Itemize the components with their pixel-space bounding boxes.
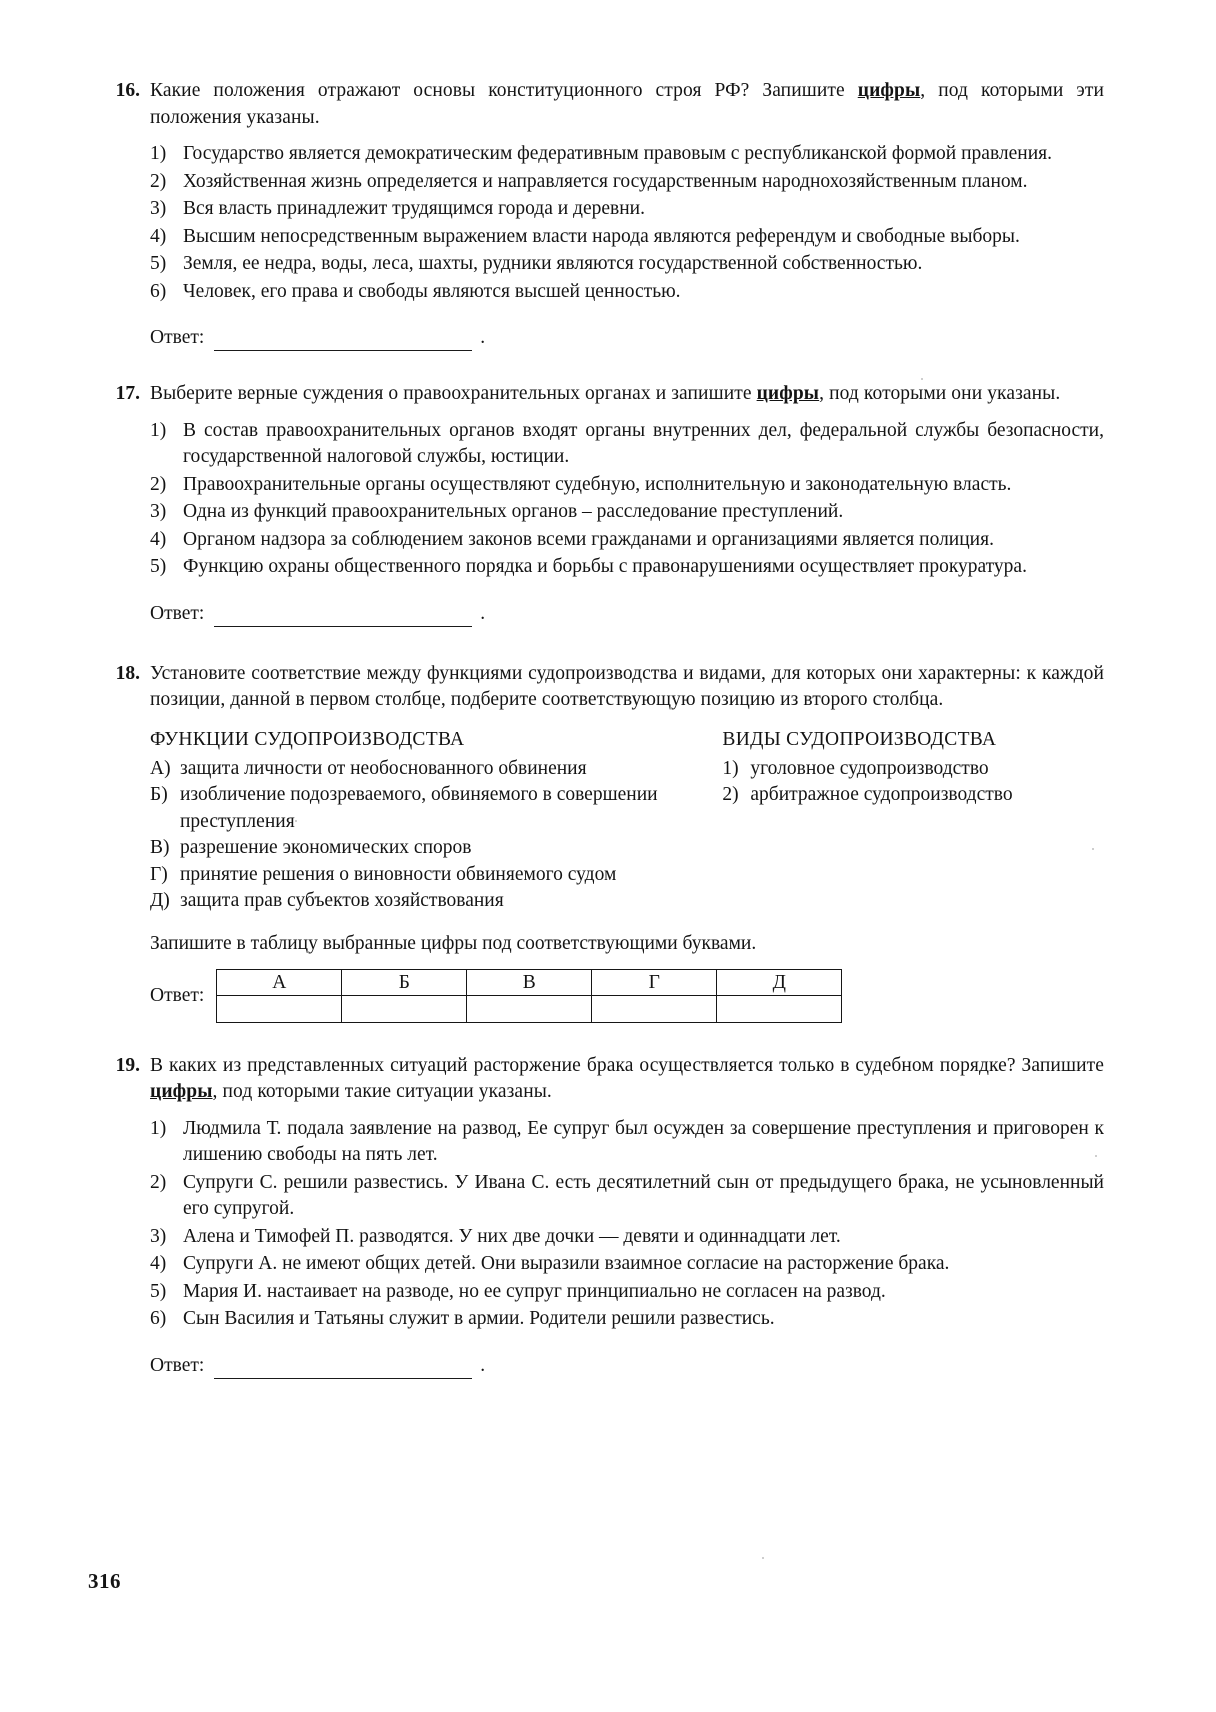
task-16-stem-emphasis: цифры <box>857 80 921 101</box>
list-item <box>150 1224 1104 1251</box>
answer-input[interactable] <box>214 1358 472 1379</box>
list-item <box>150 1306 1104 1333</box>
option-marker: 4) <box>150 225 167 247</box>
list-item <box>150 527 1104 554</box>
option-marker: 6) <box>150 280 167 302</box>
list-item <box>150 1251 1104 1278</box>
item-marker: Б) <box>150 784 168 805</box>
task-18-right-column <box>722 726 1104 915</box>
list-item <box>150 756 722 783</box>
option-text: Правоохранительные органы осуществляют судебную, исполнительную и законодательную власть. <box>183 473 1012 495</box>
option-text: Алена и Тимофей П. разводятся. У них две дочки — девяти и одиннадцати лет. <box>183 1225 841 1247</box>
answer-cell[interactable] <box>592 995 717 1022</box>
table-row <box>217 969 842 995</box>
task-19-stem-part-1: В каких из представленных ситуаций расторжение брака осуществляется только в судебном порядке? Запишите <box>150 1054 1104 1076</box>
list-item <box>150 1279 1104 1306</box>
task-18-columns <box>150 726 1104 915</box>
option-text: Людмила Т. подала заявление на развод, Ее супруг был осужден за совершение преступления и приговорен к лишению свободы на пять лет. <box>183 1117 1104 1165</box>
list-item <box>150 888 722 915</box>
list-item <box>150 1170 1104 1223</box>
option-marker: 5) <box>150 253 167 274</box>
item-text: разрешение экономических споров <box>180 837 472 858</box>
option-marker: 3) <box>150 198 167 219</box>
scan-speck <box>921 378 923 380</box>
task-17-options <box>150 418 1104 581</box>
task-18-note: Запишите в таблицу выбранные цифры под соответствующими буквами. <box>150 932 757 954</box>
task-17-stem-emphasis: цифры <box>756 383 820 404</box>
option-text: Государство является демократическим федеративным правовым с республиканской формой правления. <box>183 143 1052 164</box>
item-text: арбитражное судопроизводство <box>750 784 1013 805</box>
option-marker: 6) <box>150 1308 167 1329</box>
task-19 <box>88 1053 1104 1379</box>
option-marker: 3) <box>150 501 167 522</box>
answer-table <box>216 969 842 1023</box>
option-marker: 1) <box>150 419 167 441</box>
task-19-answer-row <box>150 1353 1104 1379</box>
task-16-answer-row <box>150 325 1104 351</box>
option-text: Земля, ее недра, воды, леса, шахты, рудники являются государственной собственностью. <box>183 253 923 274</box>
task-17-stem-part-3: , под которыми они указаны. <box>819 383 1061 404</box>
answer-cell[interactable] <box>342 995 467 1022</box>
table-header-cell: В <box>467 969 592 995</box>
option-marker: 3) <box>150 1225 167 1247</box>
task-16-stem <box>150 78 1104 131</box>
answer-label: Ответ: <box>150 1354 205 1376</box>
option-marker: 2) <box>150 1171 167 1193</box>
task-19-stem-part-3: , под которыми такие ситуации указаны. <box>212 1081 552 1102</box>
task-19-stem <box>150 1053 1104 1106</box>
list-item <box>150 279 1104 306</box>
task-17-stem <box>150 381 1104 408</box>
list-item <box>150 782 722 835</box>
table-header-cell: Д <box>717 969 842 995</box>
table-header-cell: А <box>217 969 342 995</box>
item-text: защита личности от необоснованного обвинения <box>180 757 587 779</box>
item-marker: 2) <box>722 784 739 805</box>
option-text: Человек, его права и свободы являются высшей ценностью. <box>183 280 681 302</box>
page-number: 316 <box>88 1569 121 1593</box>
item-marker: Д) <box>150 890 170 911</box>
task-16-number: 16. <box>115 80 140 101</box>
item-marker: А) <box>150 757 171 779</box>
option-marker: 1) <box>150 1117 167 1139</box>
task-16-options <box>150 141 1104 305</box>
task-18-left-items <box>150 756 722 915</box>
option-text: Супруги А. не имеют общих детей. Они выразили взаимное согласие на расторжение брака. <box>183 1253 950 1274</box>
option-text: Функцию охраны общественного порядка и борьбы с правонарушениями осуществляет прокуратура. <box>183 556 1027 577</box>
task-17-stem-part-1: Выберите верные суждения о правоохранительных органах и запишите <box>150 383 757 404</box>
task-18-right-heading: ВИДЫ СУДОПРОИЗВОДСТВА <box>722 728 997 750</box>
task-18-stem: Установите соответствие между функциями судопроизводства и видами, для которых они характерны: к каждой позиции, данной в первом столбце, подберите соответствующую позицию из второго столбца. <box>150 662 1104 710</box>
answer-label: Ответ: <box>150 602 205 624</box>
option-text: Органом надзора за соблюдением законов всеми гражданами и организациями является полиция. <box>183 528 994 550</box>
item-marker: Г) <box>150 863 168 885</box>
task-16 <box>88 78 1104 351</box>
option-text: Вся власть принадлежит трудящимся города и деревни. <box>183 198 645 219</box>
list-item <box>150 251 1104 278</box>
task-18-answer-row <box>150 969 1104 1023</box>
list-item <box>150 862 722 889</box>
list-item <box>150 835 722 862</box>
list-item <box>150 196 1104 223</box>
item-marker: В) <box>150 837 170 858</box>
scan-speck <box>1095 1155 1097 1157</box>
answer-label: Ответ: <box>150 327 205 348</box>
item-text: защита прав субъектов хозяйствования <box>180 890 504 911</box>
task-18 <box>88 661 1104 1023</box>
list-item <box>150 1116 1104 1169</box>
option-text: Высшим непосредственным выражением власти народа являются референдум и свободные выборы. <box>183 225 1020 247</box>
task-17 <box>88 381 1104 627</box>
option-text: Мария И. настаивает на разводе, но ее супруг принципиально не согласен на развод. <box>183 1280 886 1302</box>
table-header-cell: Г <box>592 969 717 995</box>
task-16-stem-part-1: Какие положения отражают основы конституционного строя РФ? Запишите <box>150 80 858 101</box>
option-marker: 5) <box>150 556 167 577</box>
answer-period: . <box>480 1354 486 1376</box>
page-content <box>88 78 1104 1405</box>
list-item <box>722 756 1104 783</box>
task-18-right-items <box>722 756 1104 809</box>
list-item <box>150 418 1104 471</box>
scan-speck <box>295 820 297 822</box>
answer-input[interactable] <box>214 606 472 627</box>
task-19-options <box>150 1116 1104 1333</box>
table-header-cell: Б <box>342 969 467 995</box>
list-item <box>150 499 1104 526</box>
task-18-left-heading: ФУНКЦИИ СУДОПРОИЗВОДСТВА <box>150 728 465 750</box>
option-marker: 4) <box>150 1253 167 1274</box>
table-row <box>217 995 842 1022</box>
answer-cell[interactable] <box>217 995 342 1022</box>
option-marker: 4) <box>150 528 167 550</box>
option-text: Сын Василия и Татьяны служит в армии. Родители решили развестись. <box>183 1308 775 1329</box>
item-marker: 1) <box>722 757 739 779</box>
list-item <box>150 141 1104 168</box>
answer-cell[interactable] <box>717 995 842 1022</box>
task-16-stem-part-3: , под которыми эти положения указаны. <box>150 80 1104 128</box>
task-18-number: 18. <box>115 662 140 684</box>
list-item <box>150 554 1104 581</box>
answer-input[interactable] <box>214 330 472 351</box>
task-19-stem-emphasis: цифры <box>150 1081 213 1102</box>
list-item <box>150 472 1104 499</box>
answer-period: . <box>480 602 486 624</box>
option-text: Хозяйственная жизнь определяется и направляется государственным народнохозяйственным планом. <box>183 170 1028 192</box>
task-17-answer-row <box>150 601 1104 627</box>
list-item <box>722 782 1104 809</box>
item-text: принятие решения о виновности обвиняемого судом <box>180 863 617 885</box>
scan-speck <box>762 1557 764 1559</box>
scan-speck <box>1092 848 1094 850</box>
option-marker: 1) <box>150 143 167 164</box>
list-item <box>150 224 1104 251</box>
option-text: Супруги С. решили развестись. У Ивана С. есть десятилетний сын от предыдущего брака, не усыновленный его супругой. <box>183 1171 1104 1219</box>
answer-period: . <box>480 327 486 348</box>
task-19-number: 19. <box>115 1054 140 1076</box>
option-marker: 5) <box>150 1280 167 1302</box>
answer-label: Ответ: <box>150 984 205 1006</box>
task-18-left-column <box>150 726 722 915</box>
task-17-number: 17. <box>115 383 140 404</box>
item-text: уголовное судопроизводство <box>750 757 989 779</box>
option-text: В состав правоохранительных органов входят органы внутренних дел, федеральной службы безопасности, государственной налоговой службы, юстиции. <box>183 419 1104 467</box>
option-marker: 2) <box>150 170 167 192</box>
answer-cell[interactable] <box>467 995 592 1022</box>
option-marker: 2) <box>150 473 167 495</box>
item-text: изобличение подозреваемого, обвиняемого в совершении преступления <box>180 784 658 832</box>
option-text: Одна из функций правоохранительных органов – расследование преступлений. <box>183 501 844 522</box>
list-item <box>150 169 1104 196</box>
